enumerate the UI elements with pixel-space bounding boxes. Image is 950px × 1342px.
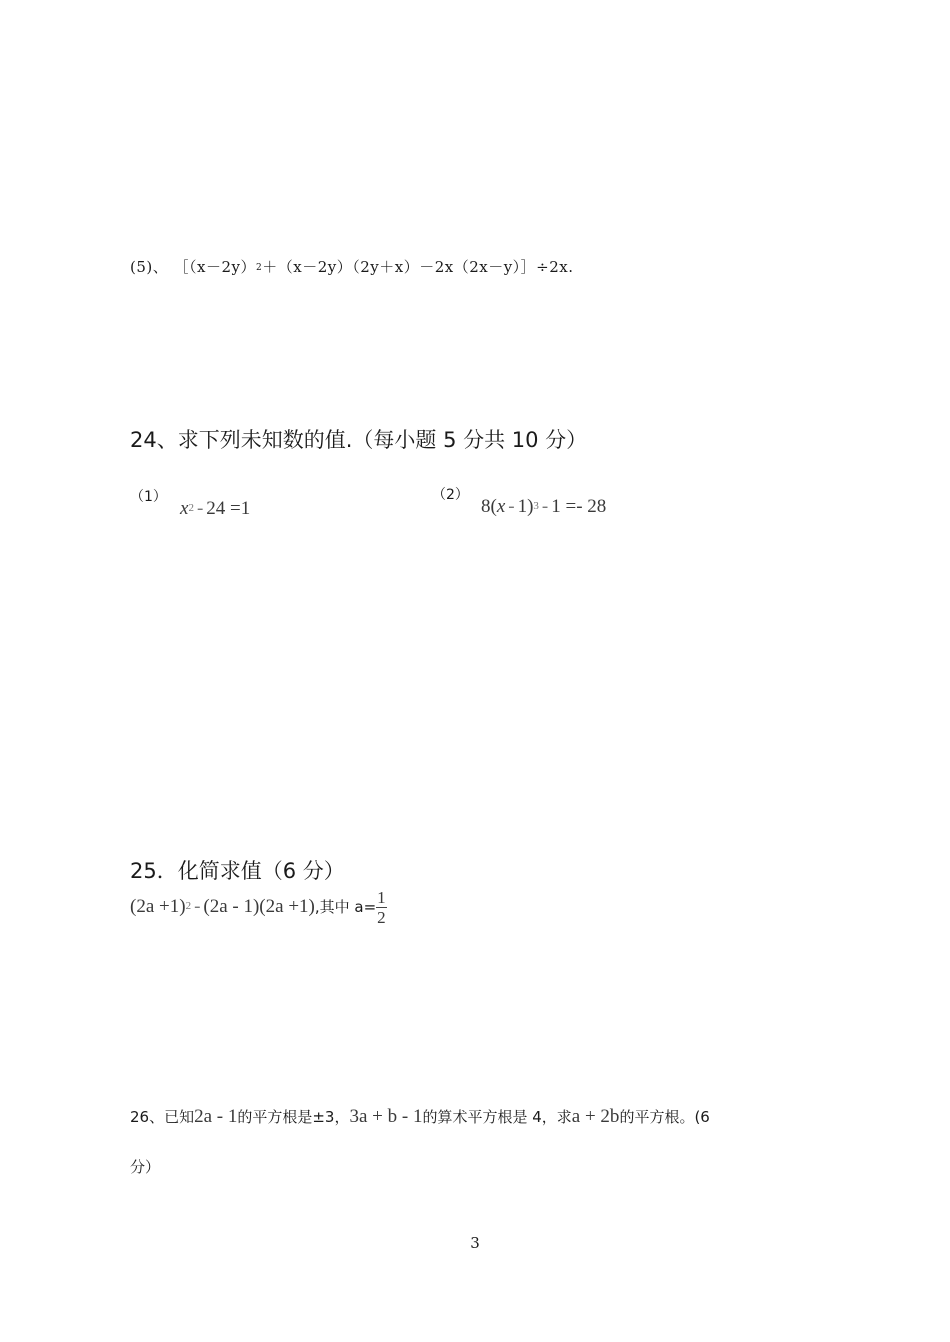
q25-expr-b: (2a - 1)(2a +1): [203, 896, 315, 917]
q24-sub2-var: x: [496, 496, 506, 517]
q24-sub1-label: （1）: [130, 489, 167, 505]
q5-expression-part2: ＋（x－2y）（2y＋x）－2x（2x－y）］÷2x.: [262, 258, 574, 276]
frac-denominator: 2: [377, 908, 386, 927]
q24-sub1-equation: [180, 498, 250, 520]
q24-sub2-mid: 1): [517, 496, 534, 517]
q24-sub1-var: x: [180, 498, 189, 519]
q26-text-4: 的平方根。(6: [619, 1108, 710, 1126]
q5-label: (5)、: [130, 258, 169, 276]
q24-sub2-equation: [481, 496, 606, 518]
q25-condition: ,其中 a=: [314, 898, 377, 916]
minus-sign: -: [196, 498, 204, 519]
q26-text-3: 的算术平方根是 4，求: [422, 1108, 572, 1126]
q26-math-3: a + 2b: [571, 1106, 620, 1127]
question-25-heading: 25．化简求值（6 分）: [130, 859, 345, 883]
q24-sub1-rest: 24 =1: [206, 498, 251, 519]
minus-sign: -: [194, 896, 201, 917]
q25-exp: 2: [185, 900, 192, 912]
q26-text-2: 的平方根是±3，: [237, 1108, 350, 1126]
q26-math-2: 3a + b - 1: [349, 1106, 423, 1127]
question-26-line2: 分）: [130, 1158, 161, 1176]
q26-text-1: 26、已知: [130, 1108, 195, 1126]
q24-sub2-label: （2）: [432, 487, 469, 503]
frac-numerator: 1: [377, 888, 386, 907]
q25-expression: [130, 888, 387, 927]
page-number: 3: [470, 1234, 480, 1252]
q24-sub1-exp: 2: [188, 502, 194, 514]
question-26-line1: [130, 1106, 710, 1128]
q24-sub2-rest: 1 =- 28: [551, 496, 607, 517]
q25-fraction: [376, 888, 387, 927]
q5-expression-part1: ［（x－2y）: [173, 258, 257, 276]
q25-expr-a: (2a +1): [130, 896, 186, 917]
minus-sign: -: [541, 496, 549, 517]
minus-sign: -: [508, 496, 515, 517]
question-5: [130, 256, 574, 277]
q24-sub2-pre: 8(: [481, 496, 497, 517]
q26-math-1: 2a - 1: [194, 1106, 238, 1127]
q24-sub2-exp: 3: [533, 500, 539, 512]
question-24-heading: 24、求下列未知数的值.（每小题 5 分共 10 分）: [130, 428, 588, 452]
q5-exponent: 2: [256, 263, 263, 273]
